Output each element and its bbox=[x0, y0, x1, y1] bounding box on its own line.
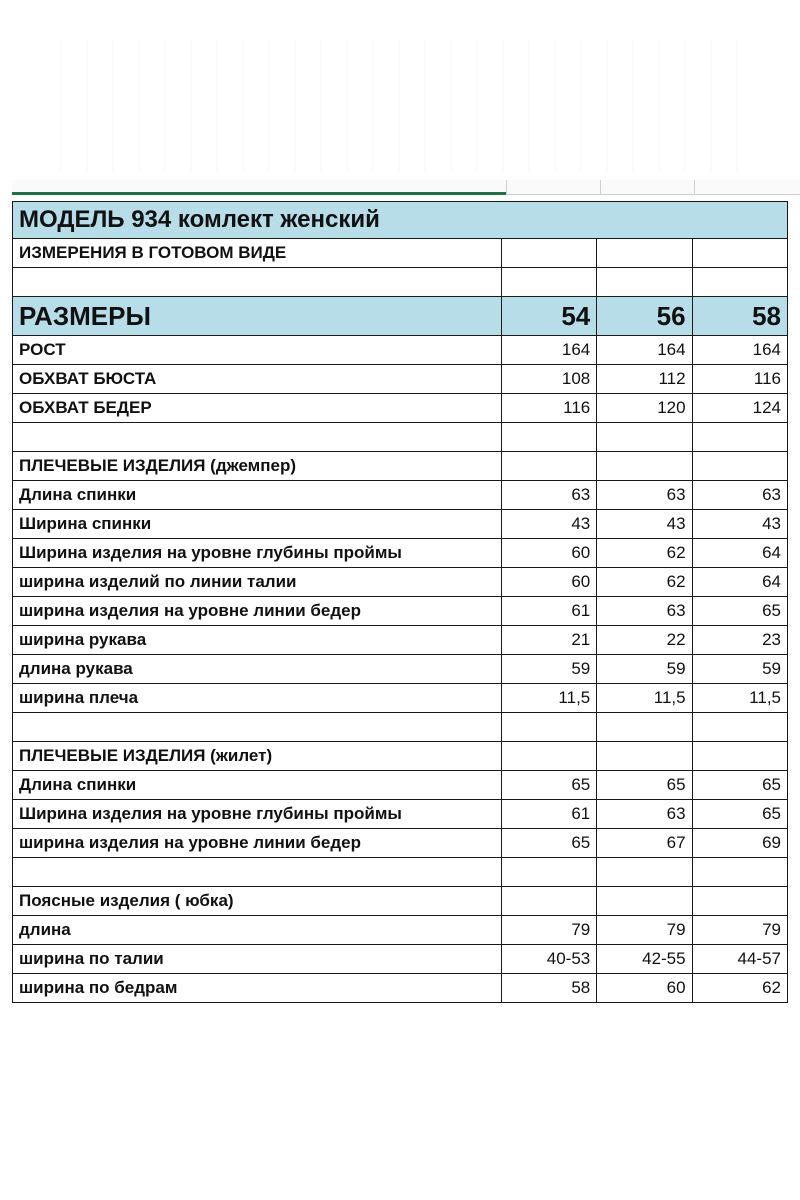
measurement-value[interactable]: 65 bbox=[692, 800, 787, 829]
measurement-value[interactable]: 69 bbox=[692, 829, 787, 858]
measurement-value[interactable]: 21 bbox=[501, 626, 596, 655]
empty-cell[interactable] bbox=[501, 423, 596, 452]
measurement-label[interactable]: длина рукава bbox=[13, 655, 502, 684]
measurement-label[interactable]: ширина изделий по линии талии bbox=[13, 568, 502, 597]
measurement-label[interactable]: ОБХВАТ БЕДЕР bbox=[13, 394, 502, 423]
empty-cell[interactable] bbox=[501, 239, 596, 268]
empty-cell[interactable] bbox=[692, 713, 787, 742]
table-row bbox=[13, 365, 788, 394]
measurement-value[interactable]: 65 bbox=[501, 829, 596, 858]
selected-column-indicator bbox=[12, 192, 506, 195]
measurement-label[interactable]: Длина спинки bbox=[13, 771, 502, 800]
measurement-value[interactable]: 63 bbox=[597, 597, 692, 626]
measurement-value[interactable]: 112 bbox=[597, 365, 692, 394]
section-heading-row bbox=[13, 887, 788, 916]
measurement-value[interactable]: 164 bbox=[597, 336, 692, 365]
table-row bbox=[13, 771, 788, 800]
empty-cell[interactable] bbox=[13, 423, 502, 452]
measurement-value[interactable]: 64 bbox=[692, 568, 787, 597]
empty-cell[interactable] bbox=[692, 423, 787, 452]
size-54[interactable]: 54 bbox=[501, 297, 596, 336]
empty-cell[interactable] bbox=[501, 713, 596, 742]
measurement-label[interactable]: ОБХВАТ БЮСТА bbox=[13, 365, 502, 394]
empty-cell[interactable] bbox=[597, 268, 692, 297]
title-row bbox=[13, 202, 788, 239]
measurement-value[interactable]: 164 bbox=[692, 336, 787, 365]
spacer-row bbox=[13, 268, 788, 297]
table-row bbox=[13, 974, 788, 1003]
measurement-value[interactable]: 62 bbox=[597, 568, 692, 597]
empty-cell[interactable] bbox=[501, 452, 596, 481]
spacer-row bbox=[13, 423, 788, 452]
measurement-value[interactable]: 65 bbox=[597, 771, 692, 800]
empty-cell[interactable] bbox=[13, 713, 502, 742]
section-heading[interactable]: Поясные изделия ( юбка) bbox=[13, 887, 502, 916]
measurement-value[interactable]: 64 bbox=[692, 539, 787, 568]
measurement-value[interactable]: 11,5 bbox=[597, 684, 692, 713]
measurement-label[interactable]: ширина рукава bbox=[13, 626, 502, 655]
measurement-value[interactable]: 108 bbox=[501, 365, 596, 394]
table-row bbox=[13, 626, 788, 655]
spreadsheet bbox=[12, 180, 800, 1003]
measurement-value[interactable]: 11,5 bbox=[501, 684, 596, 713]
empty-cell[interactable] bbox=[597, 713, 692, 742]
measurement-label[interactable]: ширина изделия на уровне линии бедер bbox=[13, 829, 502, 858]
measurement-label[interactable]: ширина по бедрам bbox=[13, 974, 502, 1003]
column-header-strip bbox=[12, 180, 800, 195]
measurement-value[interactable]: 22 bbox=[597, 626, 692, 655]
measurement-value[interactable]: 79 bbox=[501, 916, 596, 945]
column-divider bbox=[694, 180, 695, 194]
model-title[interactable]: МОДЕЛЬ 934 комлект женский bbox=[13, 202, 788, 239]
measurement-value[interactable]: 79 bbox=[597, 916, 692, 945]
measurement-value[interactable]: 59 bbox=[597, 655, 692, 684]
empty-cell[interactable] bbox=[501, 858, 596, 887]
column-divider bbox=[506, 180, 507, 194]
empty-cell[interactable] bbox=[501, 268, 596, 297]
section-heading[interactable]: ПЛЕЧЕВЫЕ ИЗДЕЛИЯ (жилет) bbox=[13, 742, 502, 771]
measurement-label[interactable]: Ширина изделия на уровне глубины проймы bbox=[13, 539, 502, 568]
measurements-subtitle[interactable]: ИЗМЕРЕНИЯ В ГОТОВОМ ВИДЕ bbox=[13, 239, 502, 268]
subtitle-row bbox=[13, 239, 788, 268]
section-heading-row bbox=[13, 742, 788, 771]
measurement-value[interactable]: 67 bbox=[597, 829, 692, 858]
table-row bbox=[13, 597, 788, 626]
measurement-value[interactable]: 65 bbox=[692, 597, 787, 626]
table-row bbox=[13, 800, 788, 829]
measurement-value[interactable]: 61 bbox=[501, 800, 596, 829]
measurement-value[interactable]: 60 bbox=[501, 539, 596, 568]
measurement-label[interactable]: РОСТ bbox=[13, 336, 502, 365]
size-chart-table bbox=[12, 201, 788, 1003]
empty-cell[interactable] bbox=[692, 887, 787, 916]
empty-cell[interactable] bbox=[13, 858, 502, 887]
table-row bbox=[13, 481, 788, 510]
section-heading[interactable]: ПЛЕЧЕВЫЕ ИЗДЕЛИЯ (джемпер) bbox=[13, 452, 502, 481]
measurement-value[interactable]: 44-57 bbox=[692, 945, 787, 974]
sizes-label[interactable]: РАЗМЕРЫ bbox=[13, 297, 502, 336]
empty-cell[interactable] bbox=[597, 742, 692, 771]
measurement-label[interactable]: Ширина спинки bbox=[13, 510, 502, 539]
measurement-value[interactable]: 23 bbox=[692, 626, 787, 655]
empty-cell[interactable] bbox=[692, 268, 787, 297]
measurement-value[interactable]: 11,5 bbox=[692, 684, 787, 713]
spacer-row bbox=[13, 858, 788, 887]
table-row bbox=[13, 539, 788, 568]
table-row bbox=[13, 568, 788, 597]
table-row bbox=[13, 684, 788, 713]
measurement-label[interactable]: длина bbox=[13, 916, 502, 945]
measurement-value[interactable]: 63 bbox=[501, 481, 596, 510]
spacer-row bbox=[13, 713, 788, 742]
measurement-value[interactable]: 60 bbox=[501, 568, 596, 597]
size-58[interactable]: 58 bbox=[692, 297, 787, 336]
table-row bbox=[13, 336, 788, 365]
measurement-label[interactable]: Ширина изделия на уровне глубины проймы bbox=[13, 800, 502, 829]
empty-cell[interactable] bbox=[692, 452, 787, 481]
table-row bbox=[13, 945, 788, 974]
measurement-label[interactable]: ширина по талии bbox=[13, 945, 502, 974]
table-row bbox=[13, 394, 788, 423]
measurement-value[interactable]: 43 bbox=[597, 510, 692, 539]
measurement-value[interactable]: 63 bbox=[692, 481, 787, 510]
empty-cell[interactable] bbox=[597, 452, 692, 481]
measurement-label[interactable]: ширина изделия на уровне линии бедер bbox=[13, 597, 502, 626]
sizes-row bbox=[13, 297, 788, 336]
table-row bbox=[13, 510, 788, 539]
measurement-value[interactable]: 62 bbox=[597, 539, 692, 568]
faded-background-text bbox=[60, 40, 760, 170]
empty-cell[interactable] bbox=[692, 858, 787, 887]
empty-cell[interactable] bbox=[597, 887, 692, 916]
measurement-value[interactable]: 164 bbox=[501, 336, 596, 365]
empty-cell[interactable] bbox=[692, 742, 787, 771]
table-row bbox=[13, 655, 788, 684]
table-row bbox=[13, 829, 788, 858]
table-row bbox=[13, 916, 788, 945]
empty-cell[interactable] bbox=[501, 742, 596, 771]
empty-cell[interactable] bbox=[597, 423, 692, 452]
measurement-value[interactable]: 63 bbox=[597, 481, 692, 510]
column-divider bbox=[600, 180, 601, 194]
empty-cell[interactable] bbox=[13, 268, 502, 297]
measurement-value[interactable]: 120 bbox=[597, 394, 692, 423]
section-heading-row bbox=[13, 452, 788, 481]
measurement-value[interactable]: 65 bbox=[501, 771, 596, 800]
measurement-value[interactable]: 116 bbox=[501, 394, 596, 423]
measurement-value[interactable]: 43 bbox=[501, 510, 596, 539]
measurement-value[interactable]: 58 bbox=[501, 974, 596, 1003]
empty-cell[interactable] bbox=[597, 858, 692, 887]
measurement-value[interactable]: 124 bbox=[692, 394, 787, 423]
measurement-label[interactable]: ширина плеча bbox=[13, 684, 502, 713]
empty-cell[interactable] bbox=[692, 239, 787, 268]
empty-cell[interactable] bbox=[597, 239, 692, 268]
size-56[interactable]: 56 bbox=[597, 297, 692, 336]
measurement-value[interactable]: 61 bbox=[501, 597, 596, 626]
measurement-value[interactable]: 43 bbox=[692, 510, 787, 539]
measurement-value[interactable]: 40-53 bbox=[501, 945, 596, 974]
measurement-value[interactable]: 116 bbox=[692, 365, 787, 394]
measurement-value[interactable]: 42-55 bbox=[597, 945, 692, 974]
empty-cell[interactable] bbox=[501, 887, 596, 916]
measurement-value[interactable]: 62 bbox=[692, 974, 787, 1003]
measurement-value[interactable]: 59 bbox=[501, 655, 596, 684]
measurement-value[interactable]: 65 bbox=[692, 771, 787, 800]
measurement-value[interactable]: 60 bbox=[597, 974, 692, 1003]
measurement-value[interactable]: 79 bbox=[692, 916, 787, 945]
measurement-value[interactable]: 63 bbox=[597, 800, 692, 829]
measurement-label[interactable]: Длина спинки bbox=[13, 481, 502, 510]
measurement-value[interactable]: 59 bbox=[692, 655, 787, 684]
